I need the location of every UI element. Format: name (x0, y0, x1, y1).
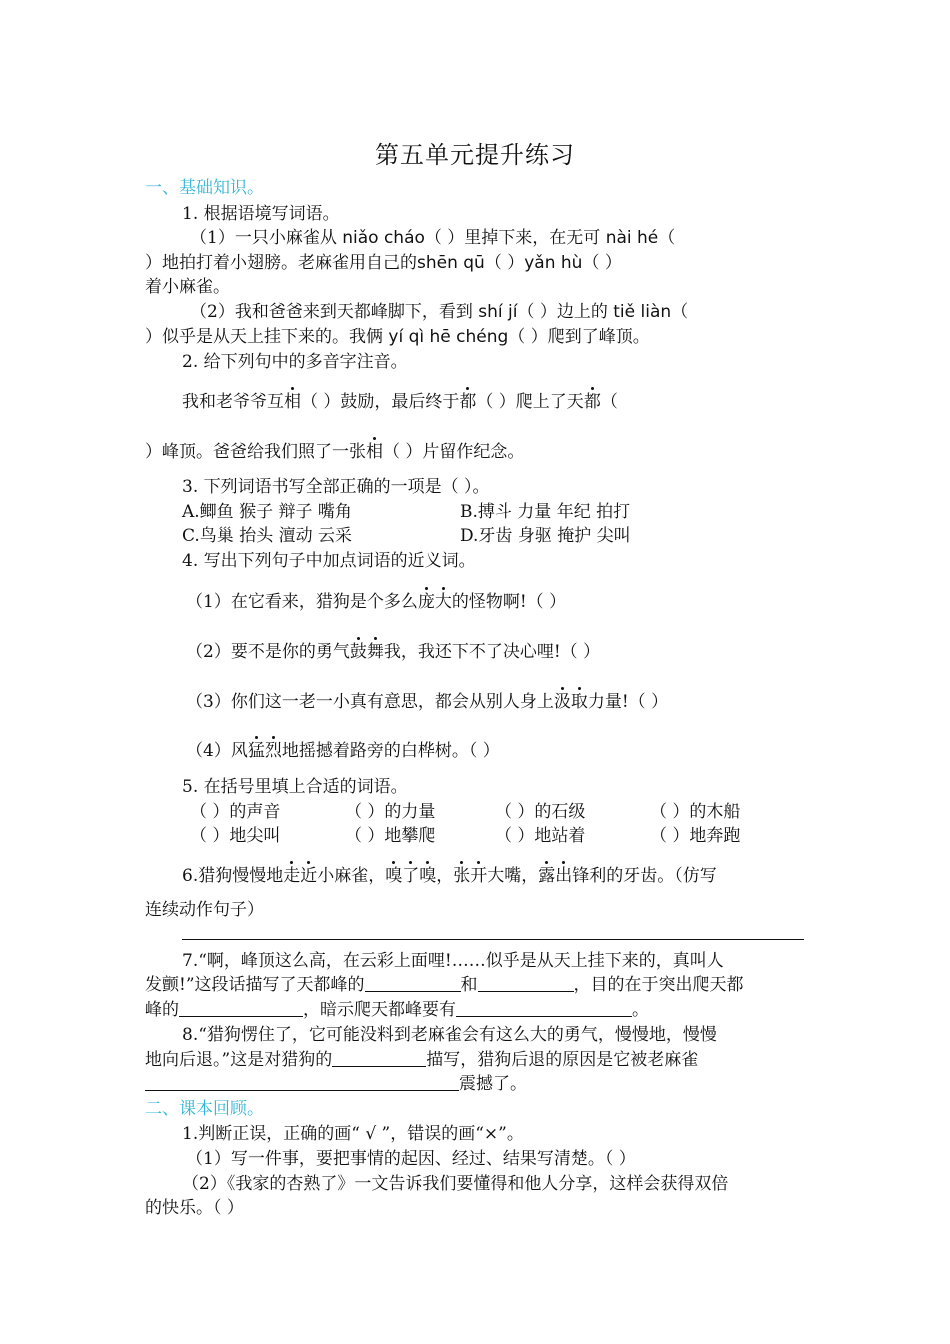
q3-option-b: B.搏斗 力量 年纪 拍打 (460, 502, 631, 522)
dotted-char: 张 (453, 864, 470, 889)
q7-line3: 峰的 ，暗示爬天都峰要有 。 (145, 1000, 649, 1020)
dotted-char: 猛 (248, 739, 265, 764)
q5-item: （ ）的木船 (650, 802, 741, 822)
q1-part1-line1: （1）一只小麻雀从 niǎo cháo（ ）里掉下来，在无可 nài hé（ (190, 228, 676, 248)
q1-stem: 1. 根据语境写词语。 (182, 204, 340, 224)
answer-blank[interactable] (145, 1072, 459, 1091)
dotted-char: 嗅 (385, 864, 402, 889)
dotted-word (385, 866, 436, 886)
dotted-char: 近 (300, 864, 317, 889)
q5-item: （ ）的石级 (495, 802, 586, 822)
s2-q1-stem: 1.判断正误，正确的画“ √ ”，错误的画“×”。 (182, 1124, 524, 1144)
dotted-char: 出 (555, 864, 572, 889)
q4-sentence-4: （4）风猛烈地摇撼着路旁的白桦树。（ ） (186, 739, 500, 764)
q1-part1-line2: ）地拍打着小翅膀。老麻雀用自己的shēn qū（ ）yǎn hù（ ） (145, 253, 622, 273)
q5-item: （ ）的声音 (190, 802, 281, 822)
dotted-char: 相 (284, 390, 301, 415)
pinyin-yi-qi-he-cheng: yí qì hē chéng (388, 327, 509, 347)
pinyin-shi-ji: shí jí (478, 302, 518, 322)
pinyin-tie-lian: tiě liàn (613, 302, 672, 322)
dotted-char: 嗅 (419, 864, 436, 889)
q7-line2: 发颤!”这段话描写了天都峰的 和 ，目的在于突出爬天都 (145, 975, 744, 995)
dotted-word (418, 592, 452, 612)
dotted-word (554, 692, 588, 712)
q1-part2-line1: （2）我和爸爸来到天都峰脚下，看到 shí jí（ ）边上的 tiě liàn（ (190, 302, 689, 322)
pinyin-yan-hu: yǎn hù (524, 253, 583, 273)
dotted-char: 大 (435, 590, 452, 615)
q5-item: （ ）地奔跑 (650, 826, 741, 846)
dotted-char: 鼓 (350, 640, 367, 665)
answer-blank[interactable] (365, 973, 461, 992)
dotted-char: 了 (402, 864, 419, 889)
q2-line2: ）峰顶。爸爸给我们照了一张相（ ）片留作纪念。 (145, 440, 524, 465)
dotted-word (283, 866, 317, 886)
dotted-char: 取 (571, 690, 588, 715)
q3-option-d: D.牙齿 身驱 掩护 尖叫 (460, 526, 631, 546)
q7-line1: 7.“啊，峰顶这么高，在云彩上面哩!……似乎是从天上挂下来的，真叫人 (182, 951, 724, 971)
q1-part2-line2: ）似乎是从天上挂下来的。我俩 yí qì hē chéng（ ）爬到了峰顶。 (145, 327, 650, 347)
dotted-char: 开 (470, 864, 487, 889)
q5-stem: 5. 在括号里填上合适的词语。 (182, 777, 408, 797)
s2-q1-item1: （1）写一件事，要把事情的起因、经过、结果写清楚。（ ） (186, 1149, 636, 1169)
answer-blank[interactable] (179, 998, 303, 1017)
q6-line2: 连续动作句子） (145, 900, 264, 920)
answer-blank[interactable] (456, 998, 632, 1017)
dotted-char: 烈 (265, 739, 282, 764)
section-heading-basic: 一、基础知识。 (145, 178, 264, 198)
q3-stem: 3. 下列词语书写全部正确的一项是（ ）。 (182, 477, 490, 497)
page-title: 第五单元提升练习 (375, 141, 575, 169)
s2-q1-item2: （2）《我家的杏熟了》一文告诉我们要懂得和他人分享，这样会获得双倍 (182, 1174, 729, 1194)
q5-item: （ ）地攀爬 (345, 826, 436, 846)
dotted-char: 相 (366, 440, 383, 465)
dotted-word (248, 741, 282, 761)
q8-line1: 8.“猎狗愣住了，它可能没料到老麻雀会有这么大的勇气，慢慢地，慢慢 (182, 1025, 717, 1045)
q8-line3: 震撼了。 (145, 1072, 527, 1097)
pinyin-nai-he: nài hé (605, 228, 659, 248)
s2-q1-item2-cont: 的快乐。（ ） (145, 1198, 244, 1218)
dotted-word (538, 866, 572, 886)
q4-stem: 4. 写出下列句子中加点词语的近义词。 (182, 551, 476, 571)
q5-item: （ ）地尖叫 (190, 826, 281, 846)
dotted-char: 都 (584, 390, 601, 415)
q5-item: （ ）的力量 (345, 802, 436, 822)
q6-answer-line[interactable] (182, 939, 804, 940)
section-heading-review: 二、课本回顾。 (145, 1099, 264, 1119)
q4-sentence-1: （1）在它看来，猎狗是个多么庞大的怪物啊!（ ） (186, 590, 566, 615)
dotted-word (350, 642, 384, 662)
q4-sentence-2: （2）要不是你的勇气鼓舞我，我还下不了决心哩!（ ） (186, 640, 600, 665)
dotted-char: 庞 (418, 590, 435, 615)
dotted-char: 都 (459, 390, 476, 415)
q1-part1-line3: 着小麻雀。 (145, 277, 230, 297)
pinyin-niao-chao: niǎo cháo (342, 228, 425, 248)
dotted-char: 舞 (367, 640, 384, 665)
q3-option-a: A.鲫鱼 猴子 辩子 嘴角 (182, 502, 352, 522)
q2-line1: 我和老爷爷互相（ ）鼓励，最后终于都（ ）爬上了天都（ (182, 390, 618, 415)
q6-line1: 6.猎狗慢慢地走近小麻雀，嗅了嗅，张开大嘴，露出锋利的牙齿。（仿写 (182, 864, 717, 889)
dotted-char: 汲 (554, 690, 571, 715)
q2-stem: 2. 给下列句中的多音字注音。 (182, 352, 408, 372)
pinyin-shen-qu: shēn qū (417, 253, 485, 273)
q5-item: （ ）地站着 (495, 826, 586, 846)
answer-blank[interactable] (478, 973, 574, 992)
dotted-char: 走 (283, 864, 300, 889)
dotted-char: 露 (538, 864, 555, 889)
q3-option-c: C.鸟巢 抬头 澶动 云采 (182, 526, 353, 546)
q8-line2: 地向后退。”这是对猎狗的 描写，猎狗后退的原因是它被老麻雀 (145, 1050, 699, 1070)
q4-sentence-3: （3）你们这一老一小真有意思，都会从别人身上汲取力量!（ ） (186, 690, 668, 715)
dotted-word (453, 866, 487, 886)
answer-blank[interactable] (332, 1048, 426, 1067)
